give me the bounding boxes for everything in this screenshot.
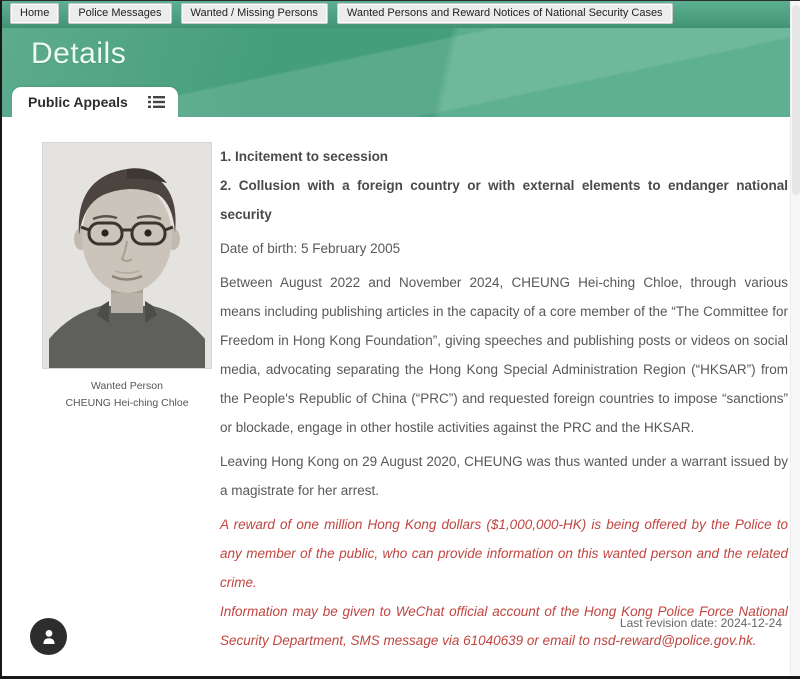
date-of-birth: Date of birth: 5 February 2005 xyxy=(220,241,401,257)
nav-home[interactable]: Home xyxy=(10,3,59,23)
charges-list xyxy=(220,142,788,229)
content-area xyxy=(2,117,800,655)
details-column xyxy=(214,142,800,655)
nav-national-security-cases[interactable]: Wanted Persons and Reward Notices of National Security Cases xyxy=(337,3,673,23)
wanted-person-photo xyxy=(42,142,212,369)
charge-item-1: 1. Incitement to secession xyxy=(220,149,389,164)
tab-public-appeals[interactable] xyxy=(12,87,178,117)
scrollbar-thumb[interactable] xyxy=(792,5,800,195)
charge-item-2: 2. Collusion with a foreign country or with external elements to endanger national security xyxy=(220,178,788,223)
nav-wanted-missing-persons[interactable]: Wanted / Missing Persons xyxy=(181,3,328,23)
photo-caption-line1: Wanted Person xyxy=(91,380,163,392)
photo-column xyxy=(2,142,214,655)
list-menu-icon[interactable] xyxy=(148,95,165,109)
tab-label: Public Appeals xyxy=(28,94,128,110)
last-revision-date: Last revision date: 2024-12-24 xyxy=(619,616,782,630)
person-icon xyxy=(39,627,59,647)
page-title: Details xyxy=(31,37,127,70)
description-paragraph-1: Between August 2022 and November 2024, CHEUNG Hei-ching Chloe, through various means including publishing articles in the capacity of a core member of the “The Committee for Freedom in Hong Kong Foundation”, giving speeches and publishing posts or videos on social media, advocating separating the Hong Kong Special Administration Region (“HKSAR”) from the People's Republic of China (“PRC”) and requested foreign countries to impose “sanctions” or blockade, engage in other hostile activities against the PRC and the HKSAR. xyxy=(220,275,788,436)
banner xyxy=(2,28,800,117)
reward-notice-paragraph-2: Information may be given to WeChat official account of the Hong Kong Police Force National Security Department, SMS message via 61040639 or email to nsd-reward@police.gov.hk. xyxy=(220,604,788,649)
photo-caption-line2: CHEUNG Hei-ching Chloe xyxy=(65,397,189,410)
scrollbar[interactable] xyxy=(790,1,800,676)
accessibility-button[interactable] xyxy=(30,618,67,655)
photo-caption xyxy=(42,378,212,413)
reward-notice-paragraph-1: A reward of one million Hong Kong dollars ($1,000,000-HK) is being offered by the Police to any member of the public, who can provide information on this wanted person and the related crime. xyxy=(220,517,788,591)
breadcrumb-bar xyxy=(2,1,800,28)
description-paragraph-2: Leaving Hong Kong on 29 August 2020, CHEUNG was thus wanted under a warrant issued by a magistrate for her arrest. xyxy=(220,454,788,499)
nav-police-messages[interactable]: Police Messages xyxy=(68,3,171,23)
